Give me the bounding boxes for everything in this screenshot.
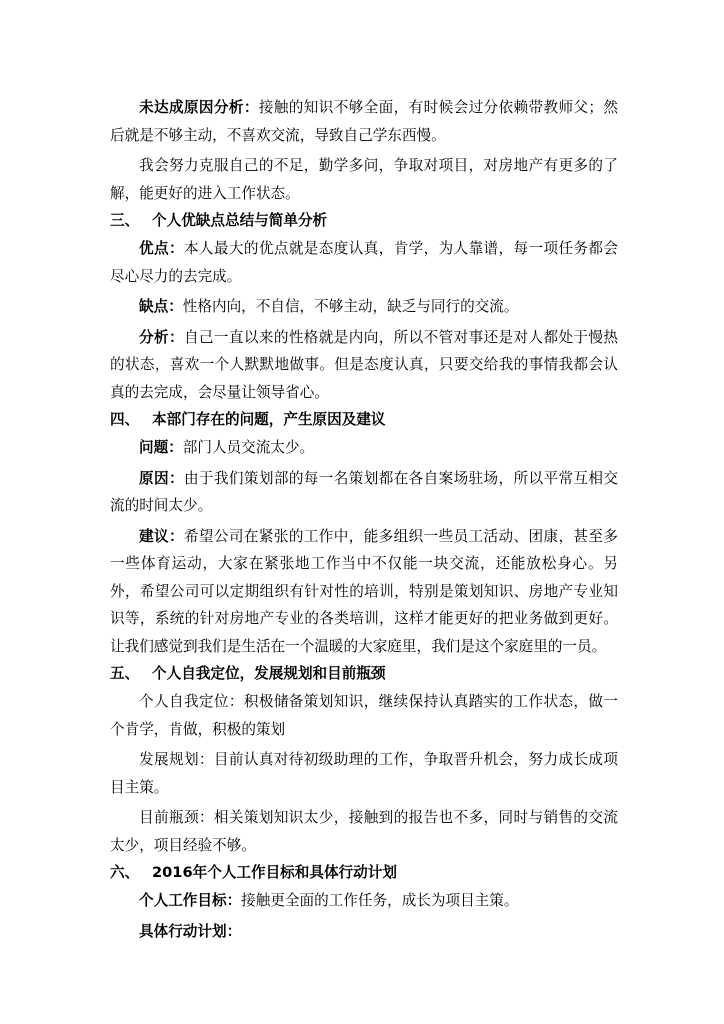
text-self-positioning: 个人自我定位：积极储备策划知识，继续保持认真踏实的工作状态，做一个肯学，肯做，积极的策划 <box>110 693 618 738</box>
paragraph-development-plan <box>110 746 618 801</box>
section-heading-6 <box>110 859 618 887</box>
paragraph-bottleneck <box>110 804 618 859</box>
text-development-plan: 发展规划：目前认真对待初级助理的工作，争取晋升机会，努力成长成项目主策。 <box>110 751 618 796</box>
section-title-4: 本部门存在的问题，产生原因及建议 <box>152 411 386 428</box>
section-number-4: 四、 <box>110 411 140 428</box>
paragraph-reason <box>110 465 618 520</box>
text-bottleneck: 目前瓶颈：相关策划知识太少，接触到的报告也不多，同时与销售的交流太少，项目经验不够。 <box>110 809 618 854</box>
section-title-3: 个人优缺点总结与简单分析 <box>152 212 328 229</box>
label-reason: 原因： <box>139 469 184 487</box>
paragraph-weaknesses <box>110 293 618 321</box>
paragraph-action-plan <box>110 918 618 946</box>
label-weaknesses: 缺点： <box>139 298 183 315</box>
paragraph-problem <box>110 434 618 462</box>
text-strengths: 本人最大的优点就是态度认真，肯学，为人靠谱，每一项任务都会尽心尽力的去完成。 <box>110 240 618 285</box>
section-number-5: 五、 <box>110 665 140 682</box>
label-failure-analysis: 未达成原因分析： <box>139 99 259 116</box>
text-problem: 部门人员交流太少。 <box>182 439 315 456</box>
paragraph-analysis <box>110 324 618 407</box>
section-heading-4 <box>110 406 618 434</box>
text-failure-analysis: 接触的知识不够全面，有时候会过分依赖带教师父；然后就是不够主动，不喜欢交流，导致自己学东西慢。 <box>110 99 618 144</box>
section-title-6: 2016年个人工作目标和具体行动计划 <box>152 864 397 881</box>
section-title-5: 个人自我定位，发展规划和目前瓶颈 <box>152 665 386 682</box>
text-analysis: 自己一直以来的性格就是内向，所以不管对事还是对人都处于慢热的状态，喜欢一个人默默地做事。但是态度认真，只要交给我的事情我都会认真的去完成，会尽量让领导省心。 <box>110 328 618 401</box>
label-problem: 问题： <box>139 439 183 456</box>
section-heading-5 <box>110 660 618 688</box>
text-weaknesses: 性格内向，不自信，不够主动，缺乏与同行的交流。 <box>182 298 519 315</box>
paragraph-self-positioning <box>110 688 618 743</box>
text-work-goal: 接触更全面的工作任务，成长为项目主策。 <box>241 892 519 909</box>
section-heading-3 <box>110 207 618 235</box>
label-analysis: 分析： <box>139 328 184 346</box>
text-self-improvement: 我会努力克服自己的不足，勤学多问，争取对项目，对房地产有更多的了解，能更好的进入工作状态。 <box>110 157 618 202</box>
label-work-goal: 个人工作目标： <box>139 892 242 909</box>
section-number-3: 三、 <box>110 212 140 229</box>
paragraph-self-improvement <box>110 152 618 207</box>
section-number-6: 六、 <box>110 864 140 881</box>
label-strengths: 优点： <box>139 240 184 257</box>
paragraph-failure-analysis <box>110 94 618 149</box>
text-reason: 由于我们策划部的每一名策划都在各自案场驻场，所以平常互相交流的时间太少。 <box>110 469 618 514</box>
label-suggestion: 建议： <box>139 527 184 545</box>
label-action-plan: 具体行动计划： <box>139 922 242 940</box>
text-suggestion: 希望公司在紧张的工作中，能多组织一些员工活动、团康，甚至多一些体育运动，大家在紧张地工作当中不仅能一块交流，还能放松身心。另外，希望公司可以定期组织有针对性的培训，特别是策划知识、房地产专业知识等，系统的针对房地产专业的各类培训，这样才能更好的把业务做到更好。让我们感觉到我们是生活在一个温暖的大家庭里，我们是这个家庭里的一员。 <box>110 527 618 655</box>
document-body <box>110 94 618 945</box>
paragraph-suggestion <box>110 523 618 661</box>
paragraph-strengths <box>110 235 618 290</box>
paragraph-work-goal <box>110 887 618 915</box>
